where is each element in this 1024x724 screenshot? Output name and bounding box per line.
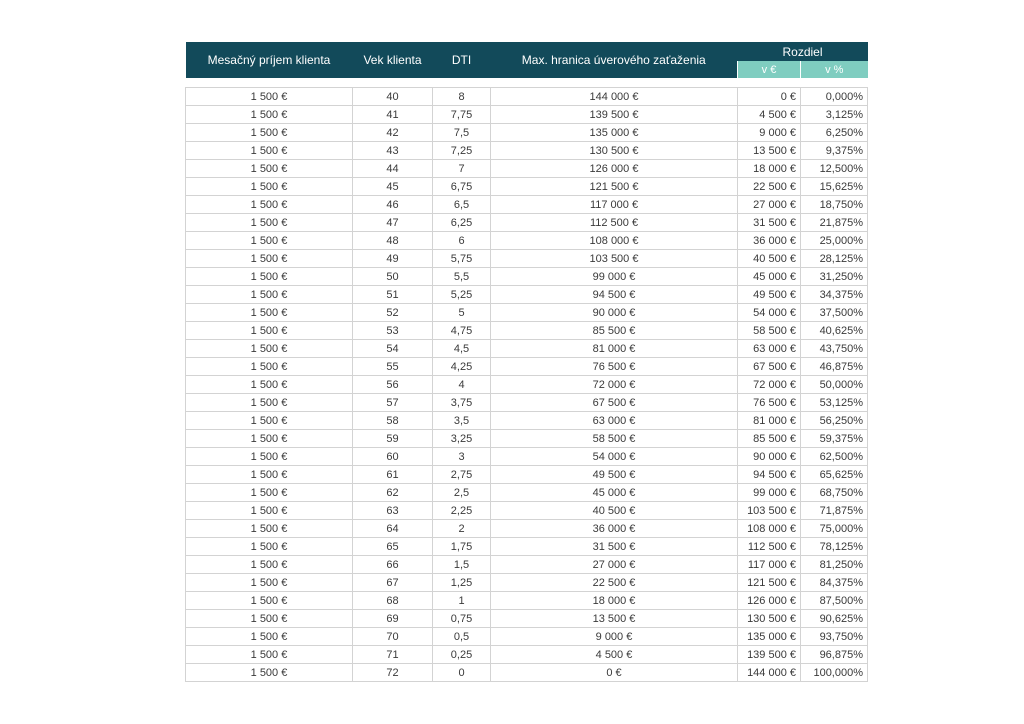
table-row: [186, 196, 868, 214]
diff-pct-cell: 6,250%: [801, 124, 868, 142]
dti-cell: 3: [433, 448, 491, 466]
income-cell: 1 500 €: [186, 340, 353, 358]
header-dti: DTI: [433, 42, 491, 78]
max-limit-cell: 126 000 €: [491, 160, 738, 178]
diff-pct-cell: 28,125%: [801, 250, 868, 268]
age-cell: 48: [353, 232, 433, 250]
age-cell: 68: [353, 592, 433, 610]
diff-eur-cell: 135 000 €: [738, 628, 801, 646]
diff-pct-cell: 93,750%: [801, 628, 868, 646]
diff-pct-cell: 34,375%: [801, 286, 868, 304]
income-cell: 1 500 €: [186, 232, 353, 250]
diff-eur-cell: 49 500 €: [738, 286, 801, 304]
table-row: [186, 340, 868, 358]
diff-eur-cell: 94 500 €: [738, 466, 801, 484]
income-cell: 1 500 €: [186, 574, 353, 592]
income-cell: 1 500 €: [186, 448, 353, 466]
dti-cell: 4,75: [433, 322, 491, 340]
max-limit-cell: 85 500 €: [491, 322, 738, 340]
diff-eur-cell: 72 000 €: [738, 376, 801, 394]
diff-pct-cell: 78,125%: [801, 538, 868, 556]
max-limit-cell: 112 500 €: [491, 214, 738, 232]
income-cell: 1 500 €: [186, 412, 353, 430]
diff-eur-cell: 139 500 €: [738, 646, 801, 664]
dti-cell: 5,75: [433, 250, 491, 268]
age-cell: 69: [353, 610, 433, 628]
age-cell: 52: [353, 304, 433, 322]
diff-eur-cell: 144 000 €: [738, 664, 801, 682]
diff-pct-cell: 15,625%: [801, 178, 868, 196]
age-cell: 59: [353, 430, 433, 448]
income-cell: 1 500 €: [186, 646, 353, 664]
dti-cell: 3,25: [433, 430, 491, 448]
income-cell: 1 500 €: [186, 250, 353, 268]
max-limit-cell: 4 500 €: [491, 646, 738, 664]
age-cell: 71: [353, 646, 433, 664]
max-limit-cell: 139 500 €: [491, 106, 738, 124]
diff-eur-cell: 9 000 €: [738, 124, 801, 142]
dti-cell: 6: [433, 232, 491, 250]
diff-eur-cell: 130 500 €: [738, 610, 801, 628]
dti-cell: 5: [433, 304, 491, 322]
dti-cell: 0,25: [433, 646, 491, 664]
max-limit-cell: 90 000 €: [491, 304, 738, 322]
dti-cell: 5,5: [433, 268, 491, 286]
age-cell: 72: [353, 664, 433, 682]
age-cell: 60: [353, 448, 433, 466]
dti-cell: 0,5: [433, 628, 491, 646]
income-cell: 1 500 €: [186, 610, 353, 628]
table-row: [186, 466, 868, 484]
table-row: [186, 646, 868, 664]
diff-pct-cell: 65,625%: [801, 466, 868, 484]
income-cell: 1 500 €: [186, 466, 353, 484]
income-cell: 1 500 €: [186, 538, 353, 556]
max-limit-cell: 27 000 €: [491, 556, 738, 574]
income-cell: 1 500 €: [186, 160, 353, 178]
diff-pct-cell: 43,750%: [801, 340, 868, 358]
dti-cell: 6,75: [433, 178, 491, 196]
max-limit-cell: 31 500 €: [491, 538, 738, 556]
table-row: [186, 232, 868, 250]
max-limit-cell: 49 500 €: [491, 466, 738, 484]
income-cell: 1 500 €: [186, 304, 353, 322]
diff-eur-cell: 103 500 €: [738, 502, 801, 520]
age-cell: 49: [353, 250, 433, 268]
income-cell: 1 500 €: [186, 322, 353, 340]
age-cell: 64: [353, 520, 433, 538]
dti-cell: 0,75: [433, 610, 491, 628]
table-row: [186, 88, 868, 106]
header-diff-pct: v %: [801, 61, 868, 78]
diff-pct-cell: 71,875%: [801, 502, 868, 520]
age-cell: 66: [353, 556, 433, 574]
age-cell: 58: [353, 412, 433, 430]
income-cell: 1 500 €: [186, 178, 353, 196]
age-cell: 65: [353, 538, 433, 556]
table-row: [186, 214, 868, 232]
dti-cell: 4,25: [433, 358, 491, 376]
dti-cell: 0: [433, 664, 491, 682]
max-limit-cell: 103 500 €: [491, 250, 738, 268]
max-limit-cell: 81 000 €: [491, 340, 738, 358]
dti-cell: 7,75: [433, 106, 491, 124]
diff-eur-cell: 67 500 €: [738, 358, 801, 376]
diff-eur-cell: 76 500 €: [738, 394, 801, 412]
table-row: [186, 430, 868, 448]
age-cell: 57: [353, 394, 433, 412]
diff-eur-cell: 0 €: [738, 88, 801, 106]
table-row: [186, 322, 868, 340]
max-limit-cell: 117 000 €: [491, 196, 738, 214]
table-row: [186, 142, 868, 160]
age-cell: 46: [353, 196, 433, 214]
table-row: [186, 574, 868, 592]
diff-pct-cell: 3,125%: [801, 106, 868, 124]
max-limit-cell: 76 500 €: [491, 358, 738, 376]
diff-eur-cell: 45 000 €: [738, 268, 801, 286]
max-limit-cell: 67 500 €: [491, 394, 738, 412]
age-cell: 55: [353, 358, 433, 376]
max-limit-cell: 63 000 €: [491, 412, 738, 430]
max-limit-cell: 108 000 €: [491, 232, 738, 250]
diff-eur-cell: 121 500 €: [738, 574, 801, 592]
income-cell: 1 500 €: [186, 106, 353, 124]
diff-pct-cell: 68,750%: [801, 484, 868, 502]
dti-cell: 8: [433, 88, 491, 106]
diff-pct-cell: 50,000%: [801, 376, 868, 394]
max-limit-cell: 22 500 €: [491, 574, 738, 592]
diff-pct-cell: 0,000%: [801, 88, 868, 106]
age-cell: 56: [353, 376, 433, 394]
diff-eur-cell: 18 000 €: [738, 160, 801, 178]
age-cell: 47: [353, 214, 433, 232]
diff-eur-cell: 112 500 €: [738, 538, 801, 556]
diff-pct-cell: 37,500%: [801, 304, 868, 322]
income-cell: 1 500 €: [186, 214, 353, 232]
age-cell: 70: [353, 628, 433, 646]
diff-eur-cell: 108 000 €: [738, 520, 801, 538]
table-row: [186, 178, 868, 196]
header-income: Mesačný príjem klienta: [186, 42, 353, 78]
max-limit-cell: 40 500 €: [491, 502, 738, 520]
diff-pct-cell: 100,000%: [801, 664, 868, 682]
max-limit-cell: 72 000 €: [491, 376, 738, 394]
dti-cell: 4,5: [433, 340, 491, 358]
dti-cell: 2: [433, 520, 491, 538]
dti-table: [185, 42, 868, 682]
diff-eur-cell: 58 500 €: [738, 322, 801, 340]
income-cell: 1 500 €: [186, 196, 353, 214]
dti-cell: 6,25: [433, 214, 491, 232]
age-cell: 41: [353, 106, 433, 124]
max-limit-cell: 0 €: [491, 664, 738, 682]
dti-cell: 4: [433, 376, 491, 394]
age-cell: 40: [353, 88, 433, 106]
dti-cell: 2,25: [433, 502, 491, 520]
dti-cell: 2,5: [433, 484, 491, 502]
dti-cell: 7,25: [433, 142, 491, 160]
table-row: [186, 268, 868, 286]
table-row: [186, 304, 868, 322]
diff-pct-cell: 84,375%: [801, 574, 868, 592]
age-cell: 42: [353, 124, 433, 142]
diff-eur-cell: 13 500 €: [738, 142, 801, 160]
table-row: [186, 484, 868, 502]
age-cell: 61: [353, 466, 433, 484]
diff-pct-cell: 12,500%: [801, 160, 868, 178]
diff-eur-cell: 126 000 €: [738, 592, 801, 610]
diff-pct-cell: 9,375%: [801, 142, 868, 160]
income-cell: 1 500 €: [186, 376, 353, 394]
diff-pct-cell: 81,250%: [801, 556, 868, 574]
table-row: [186, 394, 868, 412]
dti-cell: 1,75: [433, 538, 491, 556]
diff-pct-cell: 62,500%: [801, 448, 868, 466]
income-cell: 1 500 €: [186, 628, 353, 646]
table-row: [186, 124, 868, 142]
diff-pct-cell: 75,000%: [801, 520, 868, 538]
diff-pct-cell: 40,625%: [801, 322, 868, 340]
dti-cell: 5,25: [433, 286, 491, 304]
header-age: Vek klienta: [353, 42, 433, 78]
age-cell: 54: [353, 340, 433, 358]
income-cell: 1 500 €: [186, 430, 353, 448]
max-limit-cell: 58 500 €: [491, 430, 738, 448]
diff-eur-cell: 27 000 €: [738, 196, 801, 214]
max-limit-cell: 36 000 €: [491, 520, 738, 538]
table-row: [186, 412, 868, 430]
max-limit-cell: 45 000 €: [491, 484, 738, 502]
dti-cell: 1: [433, 592, 491, 610]
dti-cell: 7: [433, 160, 491, 178]
dti-cell: 1,25: [433, 574, 491, 592]
income-cell: 1 500 €: [186, 484, 353, 502]
income-cell: 1 500 €: [186, 88, 353, 106]
diff-pct-cell: 46,875%: [801, 358, 868, 376]
max-limit-cell: 135 000 €: [491, 124, 738, 142]
diff-eur-cell: 40 500 €: [738, 250, 801, 268]
age-cell: 50: [353, 268, 433, 286]
diff-eur-cell: 54 000 €: [738, 304, 801, 322]
income-cell: 1 500 €: [186, 520, 353, 538]
age-cell: 53: [353, 322, 433, 340]
income-cell: 1 500 €: [186, 142, 353, 160]
dti-cell: 3,75: [433, 394, 491, 412]
table-row: [186, 286, 868, 304]
max-limit-cell: 144 000 €: [491, 88, 738, 106]
header-diff-eur: v €: [738, 61, 801, 78]
diff-pct-cell: 18,750%: [801, 196, 868, 214]
diff-pct-cell: 21,875%: [801, 214, 868, 232]
max-limit-cell: 99 000 €: [491, 268, 738, 286]
income-cell: 1 500 €: [186, 502, 353, 520]
diff-eur-cell: 85 500 €: [738, 430, 801, 448]
age-cell: 62: [353, 484, 433, 502]
age-cell: 51: [353, 286, 433, 304]
diff-pct-cell: 59,375%: [801, 430, 868, 448]
table-row: [186, 664, 868, 682]
diff-eur-cell: 90 000 €: [738, 448, 801, 466]
table-row: [186, 628, 868, 646]
age-cell: 43: [353, 142, 433, 160]
table-row: [186, 250, 868, 268]
diff-pct-cell: 56,250%: [801, 412, 868, 430]
max-limit-cell: 9 000 €: [491, 628, 738, 646]
table-row: [186, 610, 868, 628]
age-cell: 63: [353, 502, 433, 520]
table-row: [186, 556, 868, 574]
diff-pct-cell: 25,000%: [801, 232, 868, 250]
diff-pct-cell: 90,625%: [801, 610, 868, 628]
max-limit-cell: 121 500 €: [491, 178, 738, 196]
income-cell: 1 500 €: [186, 286, 353, 304]
dti-cell: 1,5: [433, 556, 491, 574]
age-cell: 44: [353, 160, 433, 178]
table-row: [186, 160, 868, 178]
diff-pct-cell: 96,875%: [801, 646, 868, 664]
table-row: [186, 106, 868, 124]
diff-eur-cell: 31 500 €: [738, 214, 801, 232]
table-row: [186, 502, 868, 520]
diff-pct-cell: 87,500%: [801, 592, 868, 610]
table-body: [186, 78, 868, 682]
table-row: [186, 376, 868, 394]
diff-pct-cell: 31,250%: [801, 268, 868, 286]
max-limit-cell: 18 000 €: [491, 592, 738, 610]
diff-eur-cell: 4 500 €: [738, 106, 801, 124]
diff-eur-cell: 63 000 €: [738, 340, 801, 358]
table-row: [186, 520, 868, 538]
diff-pct-cell: 53,125%: [801, 394, 868, 412]
diff-eur-cell: 117 000 €: [738, 556, 801, 574]
diff-eur-cell: 99 000 €: [738, 484, 801, 502]
income-cell: 1 500 €: [186, 592, 353, 610]
income-cell: 1 500 €: [186, 358, 353, 376]
diff-eur-cell: 81 000 €: [738, 412, 801, 430]
table-row: [186, 538, 868, 556]
table-row: [186, 592, 868, 610]
table-header: [186, 42, 868, 78]
dti-cell: 3,5: [433, 412, 491, 430]
income-cell: 1 500 €: [186, 664, 353, 682]
dti-cell: 7,5: [433, 124, 491, 142]
max-limit-cell: 94 500 €: [491, 286, 738, 304]
diff-eur-cell: 22 500 €: [738, 178, 801, 196]
age-cell: 67: [353, 574, 433, 592]
table-row: [186, 448, 868, 466]
header-max-limit: Max. hranica úverového zaťaženia: [491, 42, 738, 78]
income-cell: 1 500 €: [186, 268, 353, 286]
dti-cell: 6,5: [433, 196, 491, 214]
diff-eur-cell: 36 000 €: [738, 232, 801, 250]
dti-cell: 2,75: [433, 466, 491, 484]
table-row: [186, 358, 868, 376]
income-cell: 1 500 €: [186, 556, 353, 574]
max-limit-cell: 130 500 €: [491, 142, 738, 160]
max-limit-cell: 54 000 €: [491, 448, 738, 466]
income-cell: 1 500 €: [186, 394, 353, 412]
header-difference: Rozdiel: [738, 42, 868, 61]
max-limit-cell: 13 500 €: [491, 610, 738, 628]
age-cell: 45: [353, 178, 433, 196]
income-cell: 1 500 €: [186, 124, 353, 142]
